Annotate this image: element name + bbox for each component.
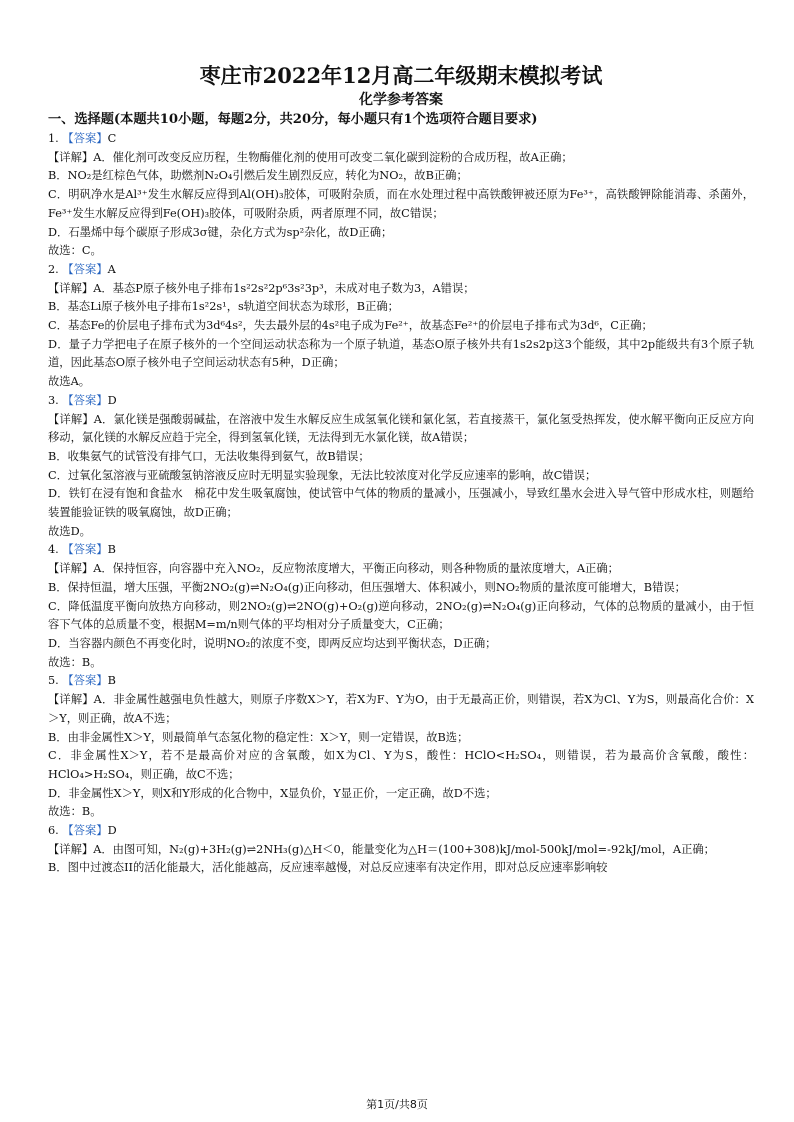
explanation-line: 故选：C。 (48, 244, 102, 258)
explanation-line: 故选A。 (48, 375, 91, 389)
explanation-line: C．明矾净水是Al³⁺发生水解反应得到Al(OH)₃胶体，可吸附杂质，而在水处理过程中高铁酸钾被还原为Fe³⁺，高铁酸钾除能消毒、杀菌外，Fe³⁺发生水解反应得到Fe(OH)₃胶体，可吸附杂质，两者原理不同，故C错误； (48, 188, 754, 220)
question-answer-line (48, 392, 754, 411)
explanation-line: C．过氧化氢溶液与亚硫酸氢钠溶液反应时无明显实验现象，无法比较浓度对化学反应速率的影响，故C错误； (48, 468, 597, 482)
explanation-line: C．基态Fe的价层电子排布式为3d⁶4s²，失去最外层的4s²电子成为Fe²⁺，故基态Fe²⁺的价层电子排布式为3d⁶，C正确； (48, 319, 653, 333)
section-heading: 一、选择题(本题共10小题，每题2分，共20分，每小题只有1个选项符合题目要求) (48, 112, 538, 127)
explanation-line: D．量子力学把电子在原子核外的一个空间运动状态称为一个原子轨道，基态O原子核外共有1s2s2p这3个能级，其中2p能级共有3个原子轨道，因此基态O原子核外电子空间运动状态有5种，D正确； (48, 337, 754, 370)
explanation-line: D．铁钉在浸有饱和食盐水 棉花中发生吸氧腐蚀，使试管中气体的物质的量减小，压强减小，导致红墨水会进入导气管中形成水柱，则题给装置能验证铁的吸氧腐蚀，故D正确； (48, 487, 754, 520)
explanation-line: B．图中过渡态II的活化能最大，活化能越高，反应速率越慢，对总反应速率有决定作用，即对总反应速率影响较 (48, 861, 608, 875)
explanation-line: D．当容器内颜色不再变化时，说明NO₂的浓度不变，即两反应均达到平衡状态，D正确； (48, 636, 497, 650)
explanation-line: 【详解】A．氯化镁是强酸弱碱盐，在溶液中发生水解反应生成氢氧化镁和氯化氢，若直接蒸干，氯化氢受热挥发，使水解平衡向正反应方向移动，氯化镁的水解反应趋于完全，得到氢氧化镁，无法得到无水氯化镁，故A错误； (48, 412, 754, 445)
explanation-line: 【详解】A．保持恒容，向容器中充入NO₂，反应物浓度增大，平衡正向移动，则各种物质的量浓度增大，A正确； (48, 562, 619, 576)
explanation-line: 故选：B。 (48, 805, 102, 819)
question-answer-line (48, 822, 754, 841)
answer-tag: 【答案】 (62, 824, 108, 838)
answer-tag: 【答案】 (62, 674, 108, 688)
explanation-line: 故选：B。 (48, 655, 102, 669)
explanation-line: 故选D。 (48, 524, 91, 538)
question-answer-line (48, 672, 754, 691)
answer-letter: D (107, 393, 117, 407)
question-number: 2. (48, 262, 59, 276)
question-list (48, 130, 754, 878)
question-number: 4. (48, 543, 59, 557)
explanation-line: D．非金属性X＞Y，则X和Y形成的化合物中，X显负价，Y显正价，一定正确，故D不选； (48, 786, 497, 800)
question-answer-line (48, 541, 754, 560)
answer-letter: B (107, 543, 116, 557)
question-item (48, 822, 754, 878)
explanation-line: 【详解】A．由图可知，N₂(g)+3H₂(g)⇌2NH₃(g)△H＜0，能量变化为△H＝(100+308)kJ/mol-500kJ/mol=-92kJ/mol，A正确； (48, 842, 715, 856)
explanation-line: B．保持恒温，增大压强，平衡2NO₂(g)⇌N₂O₄(g)正向移动，但压强增大、体积减小，则NO₂物质的量浓度可能增大，B错误； (48, 580, 686, 594)
explanation-line: B．收集氨气的试管没有排气口，无法收集得到氨气，故B错误； (48, 449, 370, 463)
answer-letter: C (107, 132, 117, 145)
explanation-line: C．降低温度平衡向放热方向移动，则2NO₂(g)⇌2NO(g)+O₂(g)逆向移动，2NO₂(g)⇌N₂O₄(g)正向移动，气体的总物质的量减小，由于恒容下气体的总质量不变，根据M=m/n则气体的平均相对分子质量变大，C正确； (48, 599, 754, 632)
question-item (48, 392, 754, 542)
explanation-line: C．非金属性X＞Y，若不是最高价对应的含氧酸，如X为Cl、Y为S，酸性：HClO<H₂SO₄，则错误，若为最高价含氧酸，酸性：HClO₄>H₂SO₄，则正确，故C不选； (48, 749, 754, 781)
answer-tag: 【答案】 (62, 132, 108, 145)
question-number: 3. (48, 393, 59, 407)
answer-letter: B (107, 674, 116, 688)
answer-letter: D (107, 824, 117, 838)
explanation-line: B．NO₂是红棕色气体，助燃剂N₂O₄引燃后发生剧烈反应，转化为NO₂，故B正确； (48, 169, 468, 183)
question-answer-line (48, 130, 754, 149)
question-item (48, 261, 754, 392)
question-number: 6. (48, 824, 59, 838)
page-footer: 第1页/共8页 (366, 1098, 428, 1111)
answer-tag: 【答案】 (62, 262, 108, 276)
explanation-line: B．由非金属性X＞Y，则最简单气态氢化物的稳定性：X＞Y，则一定错误，故B选； (48, 730, 469, 744)
question-number: 5. (48, 674, 59, 688)
explanation-line: 【详解】A．基态P原子核外电子排布1s²2s²2p⁶3s²3p³，未成对电子数为3，A错误； (48, 281, 475, 295)
explanation-line: D．石墨烯中每个碳原子形成3σ键，杂化方式为sp²杂化，故D正确； (48, 225, 393, 239)
answer-sheet (48, 62, 754, 878)
answer-letter: A (107, 262, 116, 276)
explanation-line: 【详解】A．非金属性越强电负性越大，则原子序数X＞Y，若X为F、Y为O，由于无最高正价，则错误，若X为Cl、Y为S，则最高化合价：X＞Y，则正确，故A不选； (48, 693, 754, 725)
question-item (48, 130, 754, 261)
question-item (48, 672, 754, 822)
answer-tag: 【答案】 (62, 393, 108, 407)
answer-tag: 【答案】 (62, 543, 108, 557)
exam-title: 枣庄市2022年12月高二年级期末模拟考试 (199, 63, 603, 88)
explanation-line: 【详解】A．催化剂可改变反应历程，生物酶催化剂的使用可改变二氧化碳到淀粉的合成历程，故A正确； (48, 150, 573, 164)
question-number: 1. (48, 132, 59, 145)
question-answer-line (48, 261, 754, 280)
explanation-line: B．基态Li原子核外电子排布1s²2s¹，s轨道空间状态为球形，B正确； (48, 300, 399, 314)
exam-subtitle: 化学参考答案 (359, 92, 443, 108)
question-item (48, 541, 754, 672)
